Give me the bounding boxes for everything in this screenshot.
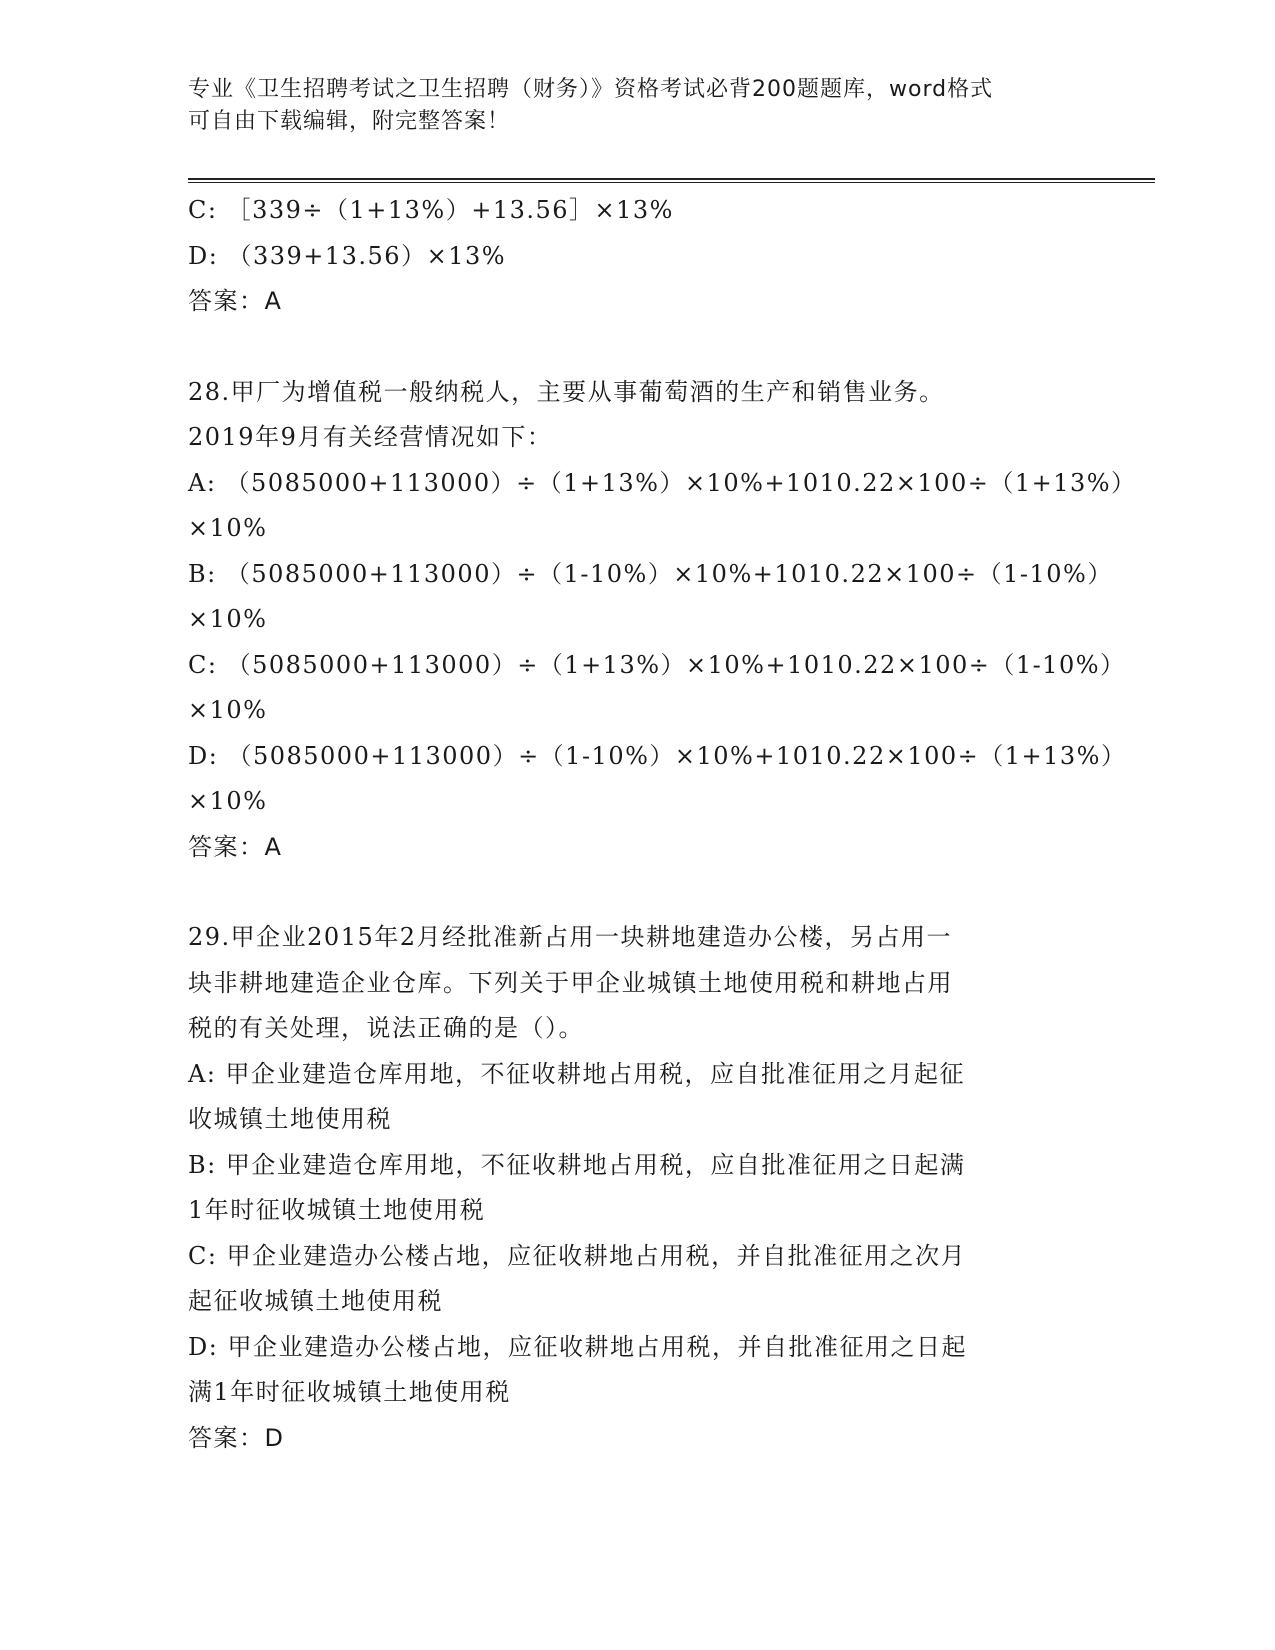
option-c: C: （5085000+113000）÷（1+13%）×10%+1010.22×100÷（1-10%）: [188, 650, 1126, 679]
option-c: C: ［339÷（1+13%）+13.56］×13%: [188, 196, 674, 224]
option-d: D: （5085000+113000）÷（1-10%）×10%+1010.22×100÷（1+13%）: [188, 741, 1127, 770]
option-b: B: 甲企业建造仓库用地，不征收耕地占用税，应自批准征用之日起满: [188, 1150, 966, 1179]
header-divider: [188, 178, 1155, 183]
question-29: [188, 915, 1088, 1461]
answer: 答案：A: [188, 287, 283, 315]
option-a-continued: 收城镇土地使用税: [188, 1105, 392, 1133]
spacer: [188, 325, 1088, 370]
header-title-line-1: 专业《卫生招聘考试之卫生招聘（财务）》资格考试必背200题题库，word格式: [188, 77, 994, 102]
question-28: [188, 370, 1137, 871]
option-d-continued: ×10%: [188, 787, 268, 815]
spacer: [188, 870, 1088, 915]
question-stem: 29.甲企业2015年2月经批准新占用一块耕地建造办公楼，另占用一: [188, 923, 953, 951]
answer: 答案：D: [188, 1423, 285, 1452]
question-stem: 块非耕地建造企业仓库。下列关于甲企业城镇土地使用税和耕地占用: [188, 968, 953, 997]
option-c: C: 甲企业建造办公楼占地，应征收耕地占用税，并自批准征用之次月: [188, 1241, 967, 1270]
option-a: A: （5085000+113000）÷（1+13%）×10%+1010.22×100÷（1+13%）: [188, 468, 1137, 497]
option-b-continued: ×10%: [188, 605, 268, 633]
option-b: B: （5085000+113000）÷（1-10%）×10%+1010.22×100÷（1-10%）: [188, 559, 1113, 588]
answer: 答案：A: [188, 832, 283, 861]
option-c-continued: 起征收城镇土地使用税: [188, 1287, 443, 1315]
question-stem: 税的有关处理，说法正确的是（）。: [188, 1014, 584, 1042]
option-d-continued: 满1年时征收城镇土地使用税: [188, 1378, 511, 1406]
option-c-continued: ×10%: [188, 696, 268, 724]
question-stem: 28.甲厂为增值税一般纳税人，主要从事葡萄酒的生产和销售业务。: [188, 377, 945, 406]
option-a: A: 甲企业建造仓库用地，不征收耕地占用税，应自批准征用之月起征: [188, 1059, 966, 1088]
option-a-continued: ×10%: [188, 514, 268, 542]
question-stem: 2019年9月有关经营情况如下：: [188, 423, 553, 451]
document-header: [188, 74, 1088, 138]
document-body: [188, 188, 1137, 1461]
header-title-line-2: 可自由下载编辑，附完整答案！: [188, 109, 511, 134]
option-b-continued: 1年时征收城镇土地使用税: [188, 1196, 486, 1224]
option-d: D: （339+13.56）×13%: [188, 241, 507, 270]
option-d: D: 甲企业建造办公楼占地，应征收耕地占用税，并自批准征用之日起: [188, 1332, 967, 1361]
question-27-continued: [188, 188, 1088, 325]
